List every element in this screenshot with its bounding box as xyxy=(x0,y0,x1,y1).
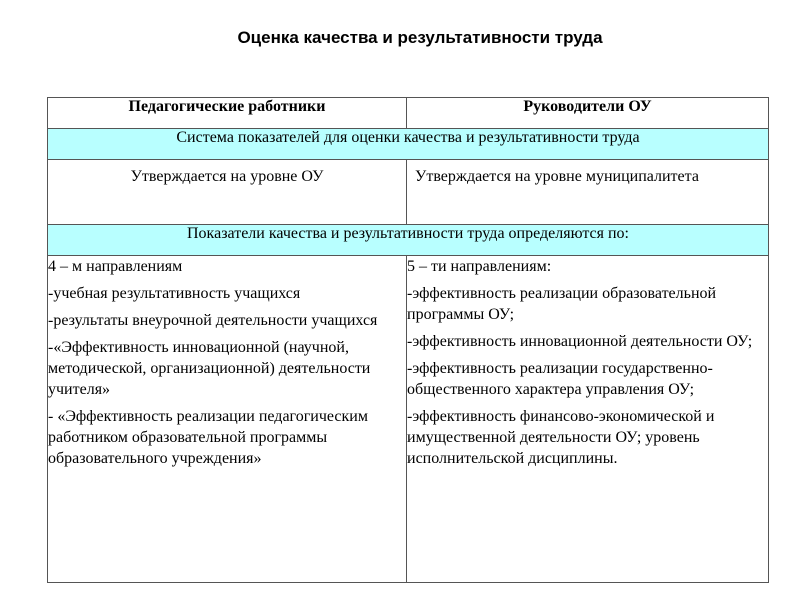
slide-title: Оценка качества и результативности труда xyxy=(237,28,603,47)
list-item: -эффективность финансово-экономической и имущественной деятельности ОУ; уровень исполнительской дисциплины. xyxy=(407,408,715,467)
list-item: -учебная результативность учащихся xyxy=(48,285,301,302)
list-item: 4 – м направлениям xyxy=(48,258,183,275)
list-item: -эффективность реализации государственно-общественного характера управления ОУ; xyxy=(407,360,713,398)
list-item: -эффективность инновационной деятельности ОУ; xyxy=(407,333,753,350)
list-item: 5 – ти направлениям: xyxy=(407,258,552,275)
list-item: -результаты внеурочной деятельности учащихся xyxy=(48,312,378,329)
header-managers: Руководители ОУ xyxy=(407,98,769,129)
list-item: -«Эффективность инновационной (научной, методической, организационной) деятельности учителя» xyxy=(48,339,371,398)
approval-managers: Утверждается на уровне муниципалитета xyxy=(407,160,769,225)
approval-row xyxy=(48,160,769,225)
directions-row xyxy=(48,256,769,583)
indicator-system-label: Система показателей для оценки качества и результативности труда xyxy=(48,129,769,160)
manager-directions xyxy=(407,256,769,583)
indicators-determined-label: Показатели качества и результативности труда определяются по: xyxy=(48,225,769,256)
indicators-determined-row xyxy=(48,225,769,256)
teacher-directions xyxy=(48,256,407,583)
list-item: -эффективность реализации образовательной программы ОУ; xyxy=(407,285,717,323)
header-teachers: Педагогические работники xyxy=(48,98,407,129)
approval-teachers: Утверждается на уровне ОУ xyxy=(48,160,407,225)
comparison-table xyxy=(47,97,769,583)
indicator-system-row xyxy=(48,129,769,160)
list-item: - «Эффективность реализации педагогическим работником образовательной программы образовательного учреждения» xyxy=(48,408,368,467)
header-row xyxy=(48,98,769,129)
